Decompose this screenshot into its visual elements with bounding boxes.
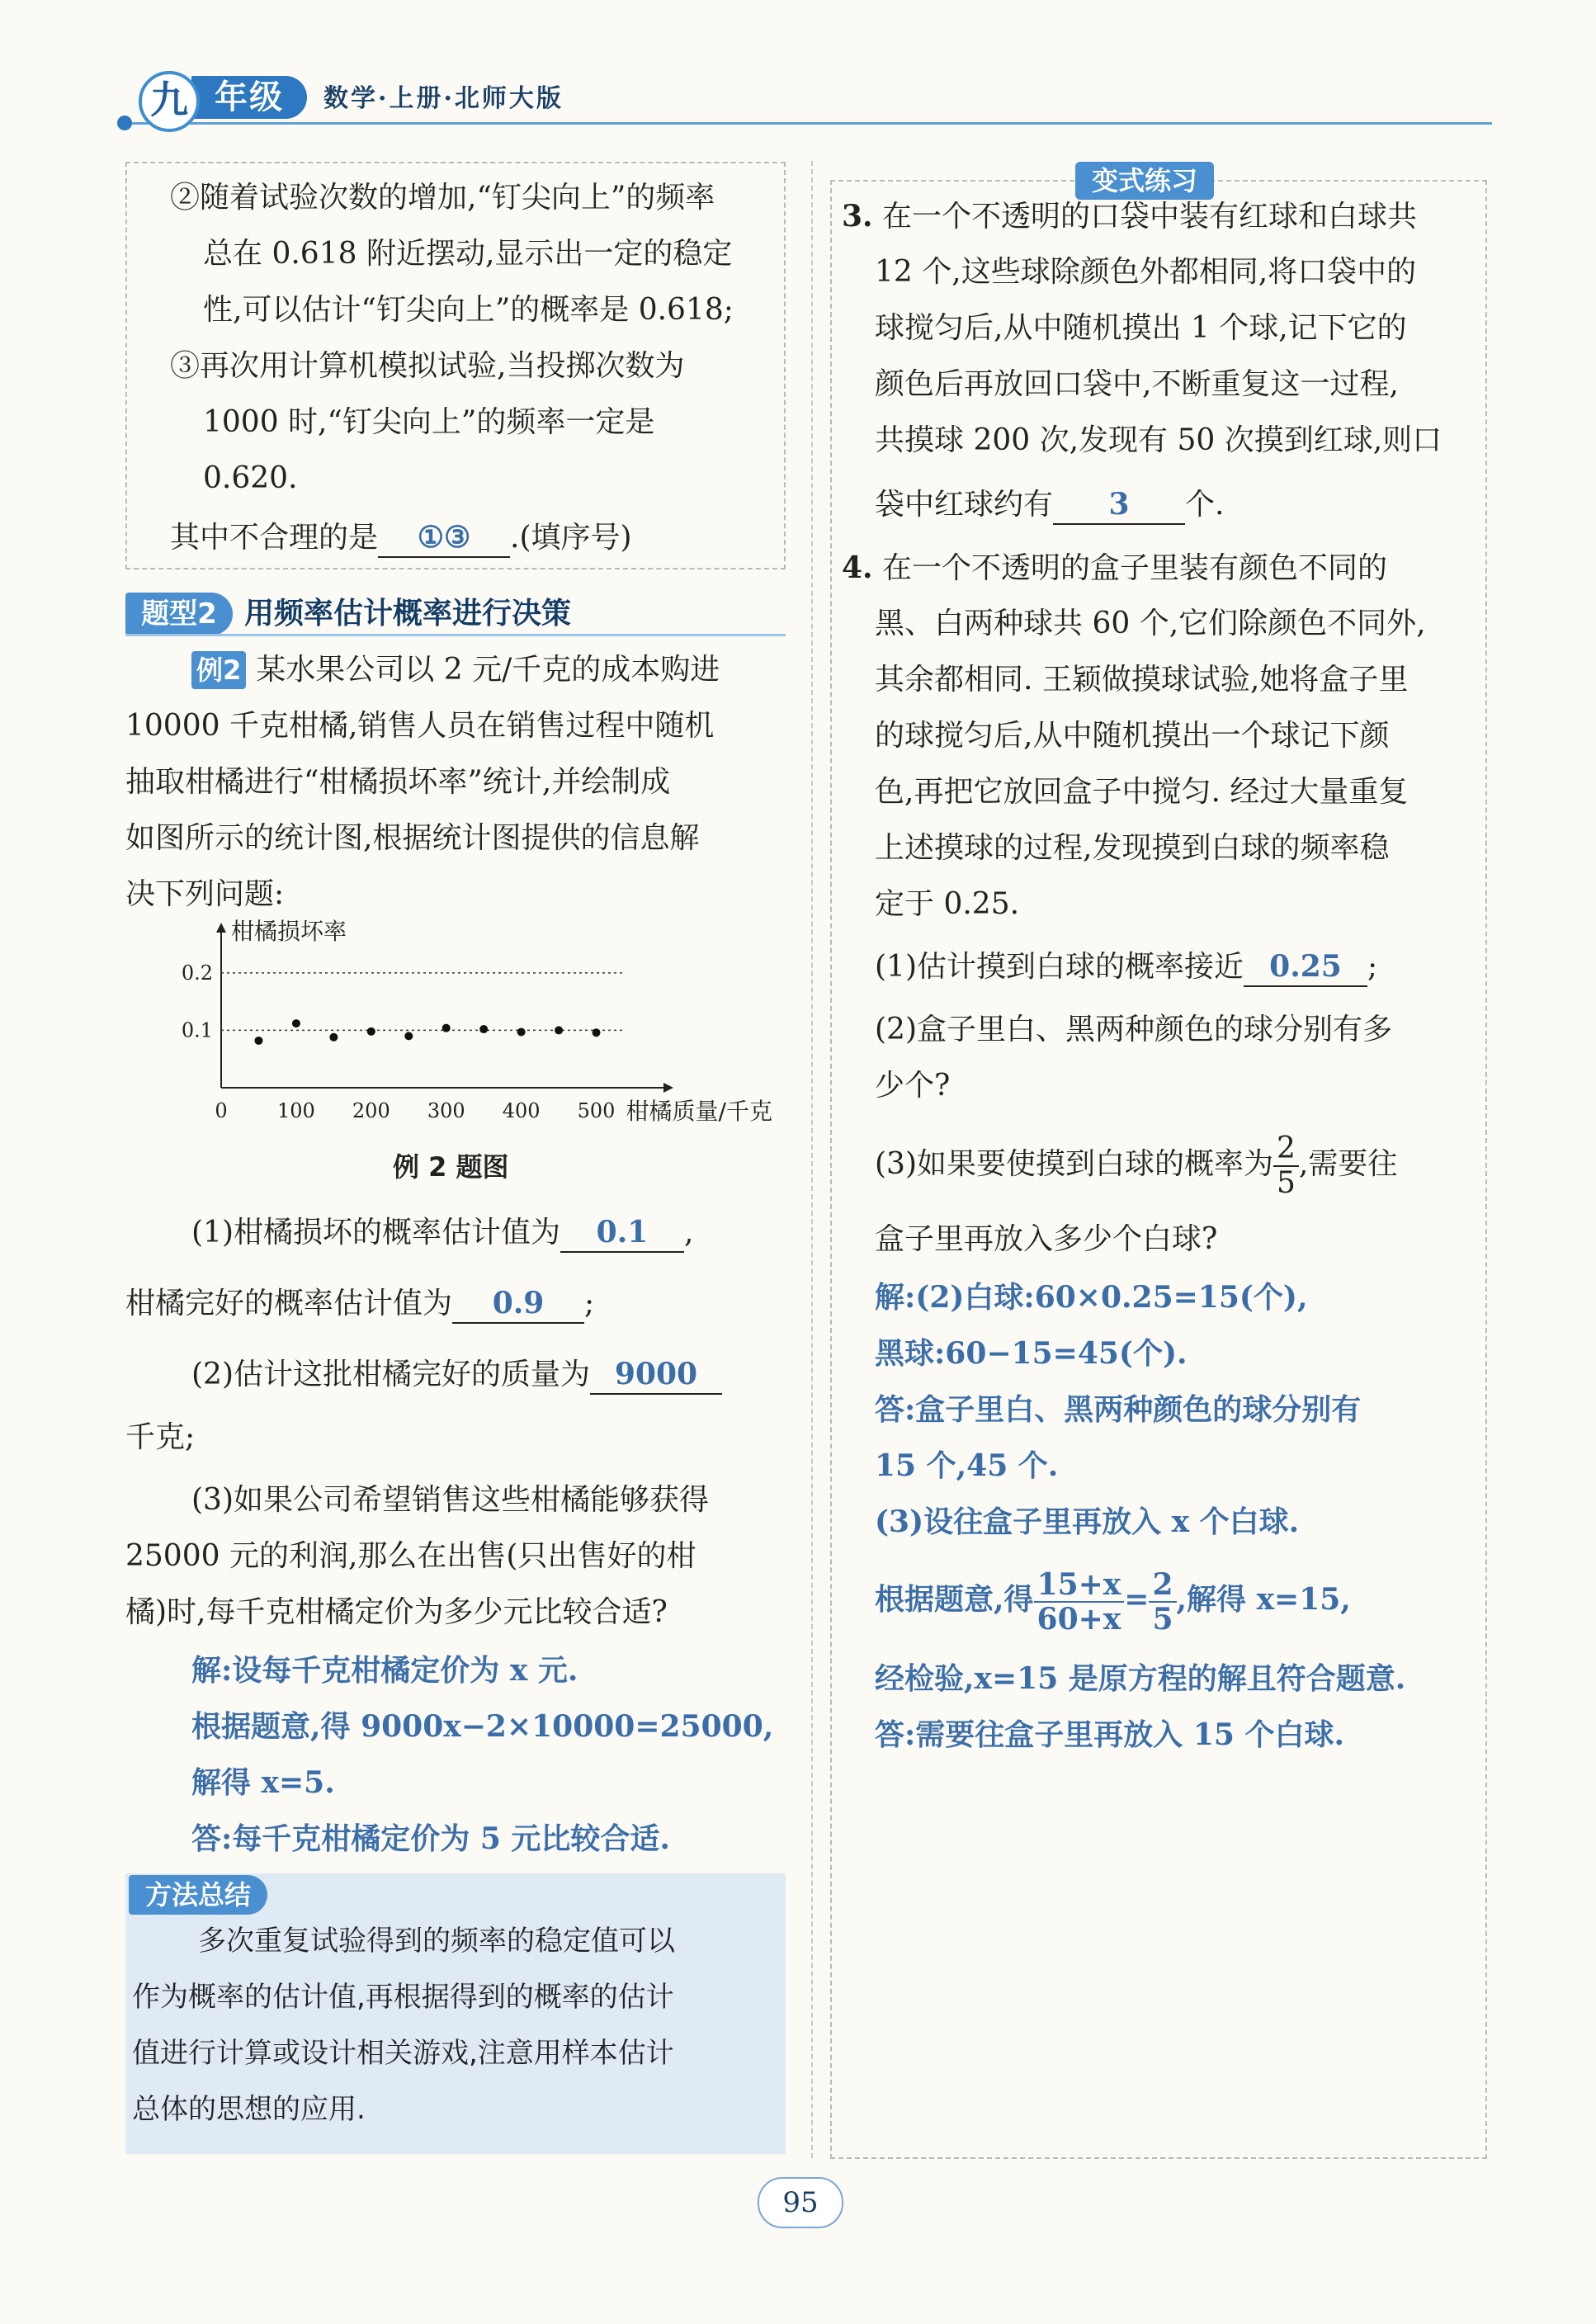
data-point-6 (479, 1025, 488, 1033)
s6-post: ,解得 x=15, (1176, 1582, 1351, 1617)
q1-a-text: (1)柑橘损坏的概率估计值为 (191, 1216, 560, 1249)
example2-line3: 抽取柑橘进行“柑橘损坏率”统计,并绘制成 (125, 765, 671, 799)
q2-unit: 千克; (125, 1420, 196, 1454)
section-title: 用频率估计概率进行决策 (244, 597, 572, 631)
example2-line2: 10000 千克柑橘,销售人员在销售过程中随机 (125, 709, 715, 743)
x-tick-label-2: 200 (352, 1099, 390, 1122)
p3-line4: 颜色后再放回口袋中,不断重复这一过程, (875, 367, 1399, 401)
x-axis-arrow (663, 1083, 673, 1093)
p4-line1 (842, 540, 1387, 597)
p4-q3-fraction (1273, 1132, 1299, 1200)
p4-number: 4. (842, 550, 873, 585)
p4-q3-pre: (3)如果要使摸到白球的概率为 (875, 1147, 1273, 1181)
method-line4: 总体的思想的应用. (132, 2093, 366, 2126)
q1-line-a (191, 1205, 693, 1261)
q3-line3: 橘)时,每千克柑橘定价为多少元比较合适? (125, 1595, 668, 1629)
p3-line3: 球搅匀后,从中随机摸出 1 个球,记下它的 (875, 311, 1407, 345)
s6-eq: = (1124, 1582, 1150, 1617)
p4-q1-end: ; (1367, 950, 1378, 984)
data-point-8 (555, 1026, 563, 1034)
chart-layer (182, 918, 772, 1125)
p3-line2: 12 个,这些球除颜色外都相同,将口袋中的 (875, 255, 1417, 289)
x-tick-label-3: 300 (427, 1099, 465, 1122)
item2-line2: 总在 0.618 附近摆动,显示出一定的稳定 (203, 237, 733, 271)
p3-text6: 袋中红球约有 (875, 488, 1054, 522)
p4-solution-line3: 答:盒子里白、黑两种颜色的球分别有 (875, 1392, 1362, 1427)
p4-solution-line4: 15 个,45 个. (875, 1448, 1059, 1483)
p4-line5: 色,再把它放回盒子中搅匀. 经过大量重复 (875, 775, 1409, 809)
data-point-0 (254, 1037, 262, 1045)
p4-line6: 上述摸球的过程,发现摸到白球的频率稳 (875, 831, 1390, 865)
p4-solution-line2: 黑球:60−15=45(个). (875, 1336, 1188, 1371)
y-axis-label: 柑橘损坏率 (231, 918, 347, 945)
q1-b-text: 柑橘完好的概率估计值为 (125, 1287, 453, 1320)
p3-line5: 共摸球 200 次,发现有 50 次摸到红球,则口 (875, 423, 1443, 457)
method-line2: 作为概率的估计值,再根据得到的概率的估计 (132, 1981, 674, 2014)
data-point-5 (442, 1024, 451, 1032)
answer-blank: ①③ (378, 518, 510, 558)
solution-line2: 根据题意,得 9000x−2×10000=25000, (191, 1709, 774, 1744)
example2-line5: 决下列问题: (125, 877, 285, 911)
solution-line3: 解得 x=5. (191, 1765, 335, 1800)
prompt-suffix: .(填序号) (510, 521, 632, 555)
column-divider (811, 161, 813, 2158)
example2-line4: 如图所示的统计图,根据统计图提供的信息解 (125, 821, 700, 855)
grade-banner: 年级 (191, 76, 307, 119)
p4-solution-line5: (3)设往盒子里再放入 x 个白球. (875, 1504, 1300, 1539)
s6-den2: 5 (1152, 1602, 1173, 1637)
header-dot (117, 116, 132, 130)
q1-a-blank: 0.1 (560, 1213, 684, 1253)
p4-line4: 的球搅匀后,从中随机摸出一个球记下颜 (875, 719, 1390, 753)
q2-text: (2)估计这批柑橘完好的质量为 (191, 1358, 590, 1391)
p4-solution-line8: 答:需要往盒子里再放入 15 个白球. (875, 1717, 1344, 1752)
example2-text1: 某水果公司以 2 元/千克的成本购进 (256, 653, 720, 687)
data-point-2 (329, 1033, 338, 1042)
prev-question-prompt (170, 510, 632, 566)
x-tick-label-0: 0 (215, 1099, 228, 1122)
p3-number: 3. (842, 199, 873, 234)
s6-fraction1 (1034, 1568, 1125, 1636)
section-tag: 题型2 (125, 593, 233, 635)
y-axis-arrow (216, 923, 226, 933)
method-tag: 方法总结 (129, 1875, 267, 1915)
y-tick-label-1: 0.2 (181, 961, 213, 985)
s6-num1: 15+x (1034, 1568, 1125, 1603)
example2-line1 (191, 642, 720, 698)
item3-line2: 1000 时,“钉尖向上”的频率一定是 (203, 405, 655, 439)
p4-q1-blank: 0.25 (1244, 947, 1367, 987)
p4-q1-text: (1)估计摸到白球的概率接近 (875, 950, 1244, 984)
x-tick-label-1: 100 (277, 1099, 315, 1122)
p3-line6 (875, 477, 1224, 533)
p4-q2-line1: (2)盒子里白、黑两种颜色的球分别有多 (875, 1013, 1392, 1046)
q2-blank: 9000 (590, 1355, 722, 1395)
solution-line4: 答:每千克柑橘定价为 5 元比较合适. (191, 1821, 670, 1856)
data-point-1 (292, 1019, 300, 1027)
x-axis-label: 柑橘质量/千克 (626, 1098, 772, 1125)
q1-b-end: ; (584, 1287, 595, 1320)
data-point-9 (593, 1028, 601, 1037)
s6-num2: 2 (1149, 1568, 1176, 1603)
solution-line1: 解:设每千克柑橘定价为 x 元. (191, 1653, 578, 1688)
s6-den1: 60+x (1036, 1602, 1121, 1637)
q1-a-end: , (684, 1216, 694, 1249)
book-title: 数学·上册·北师大版 (323, 84, 564, 113)
p3-blank: 3 (1053, 485, 1185, 525)
q1-b-blank: 0.9 (452, 1284, 584, 1324)
item3-line3: 0.620. (203, 461, 298, 495)
p4-q3-den: 5 (1277, 1166, 1296, 1200)
grade-badge: 九 (139, 71, 200, 132)
method-line1: 多次重复试验得到的频率的稳定值可以 (198, 1925, 675, 1958)
item2-line3: 性,可以估计“钉尖向上”的概率是 0.618; (203, 293, 734, 327)
s6-fraction2 (1149, 1568, 1176, 1636)
example-tag: 例2 (191, 651, 246, 689)
q2-line (191, 1347, 722, 1403)
p4-q2-line2: 少个? (875, 1069, 951, 1103)
p4-line3: 其余都相同. 王颖做摸球试验,她将盒子里 (875, 663, 1409, 697)
p4-solution-line1: 解:(2)白球:60×0.25=15(个), (875, 1280, 1308, 1315)
header-rule (124, 122, 1492, 125)
p4-q3-post: ,需要往 (1298, 1147, 1398, 1181)
p4-text1: 在一个不透明的盒子里装有颜色不同的 (882, 551, 1388, 585)
damage-rate-chart (157, 918, 772, 1137)
x-tick-label-5: 500 (577, 1099, 616, 1122)
q3-line1: (3)如果公司希望销售这些柑橘能够获得 (191, 1483, 709, 1517)
method-line3: 值进行计算或设计相关游戏,注意用样本估计 (132, 2037, 674, 2070)
p3-line1 (842, 188, 1417, 245)
y-tick-label-0: 0.1 (181, 1018, 213, 1042)
q1-line-b (125, 1276, 594, 1332)
p4-solution-line6 (875, 1568, 1351, 1636)
chart-caption: 例 2 题图 (393, 1151, 509, 1183)
p4-q1 (875, 939, 1377, 995)
p4-line7: 定于 0.25. (875, 887, 1020, 921)
item2-line1: ②随着试验次数的增加,“钉尖向上”的频率 (170, 181, 715, 215)
p3-end: 个. (1185, 488, 1225, 522)
p4-solution-line7: 经检验,x=15 是原方程的解且符合题意. (875, 1661, 1406, 1696)
page-number: 95 (758, 2177, 843, 2228)
data-point-3 (367, 1027, 375, 1036)
q3-line2: 25000 元的利润,那么在出售(只出售好的柑 (125, 1539, 696, 1573)
section-underline (125, 634, 786, 636)
p3-text1: 在一个不透明的口袋中装有红球和白球共 (882, 200, 1418, 234)
p4-line2: 黑、白两种球共 60 个,它们除颜色不同外, (875, 607, 1426, 640)
s6-pre: 根据题意,得 (875, 1582, 1034, 1617)
prompt-prefix: 其中不合理的是 (170, 521, 379, 555)
p4-q3-line2: 盒子里再放入多少个白球? (875, 1222, 1218, 1256)
x-tick-label-4: 400 (502, 1099, 541, 1122)
p4-q3-num: 2 (1273, 1132, 1299, 1167)
p4-q3-line1 (875, 1132, 1397, 1200)
data-point-4 (404, 1032, 413, 1040)
variant-tag: 变式练习 (1075, 162, 1214, 200)
item3-line1: ③再次用计算机模拟试验,当投掷次数为 (170, 349, 685, 383)
data-point-7 (517, 1028, 526, 1037)
